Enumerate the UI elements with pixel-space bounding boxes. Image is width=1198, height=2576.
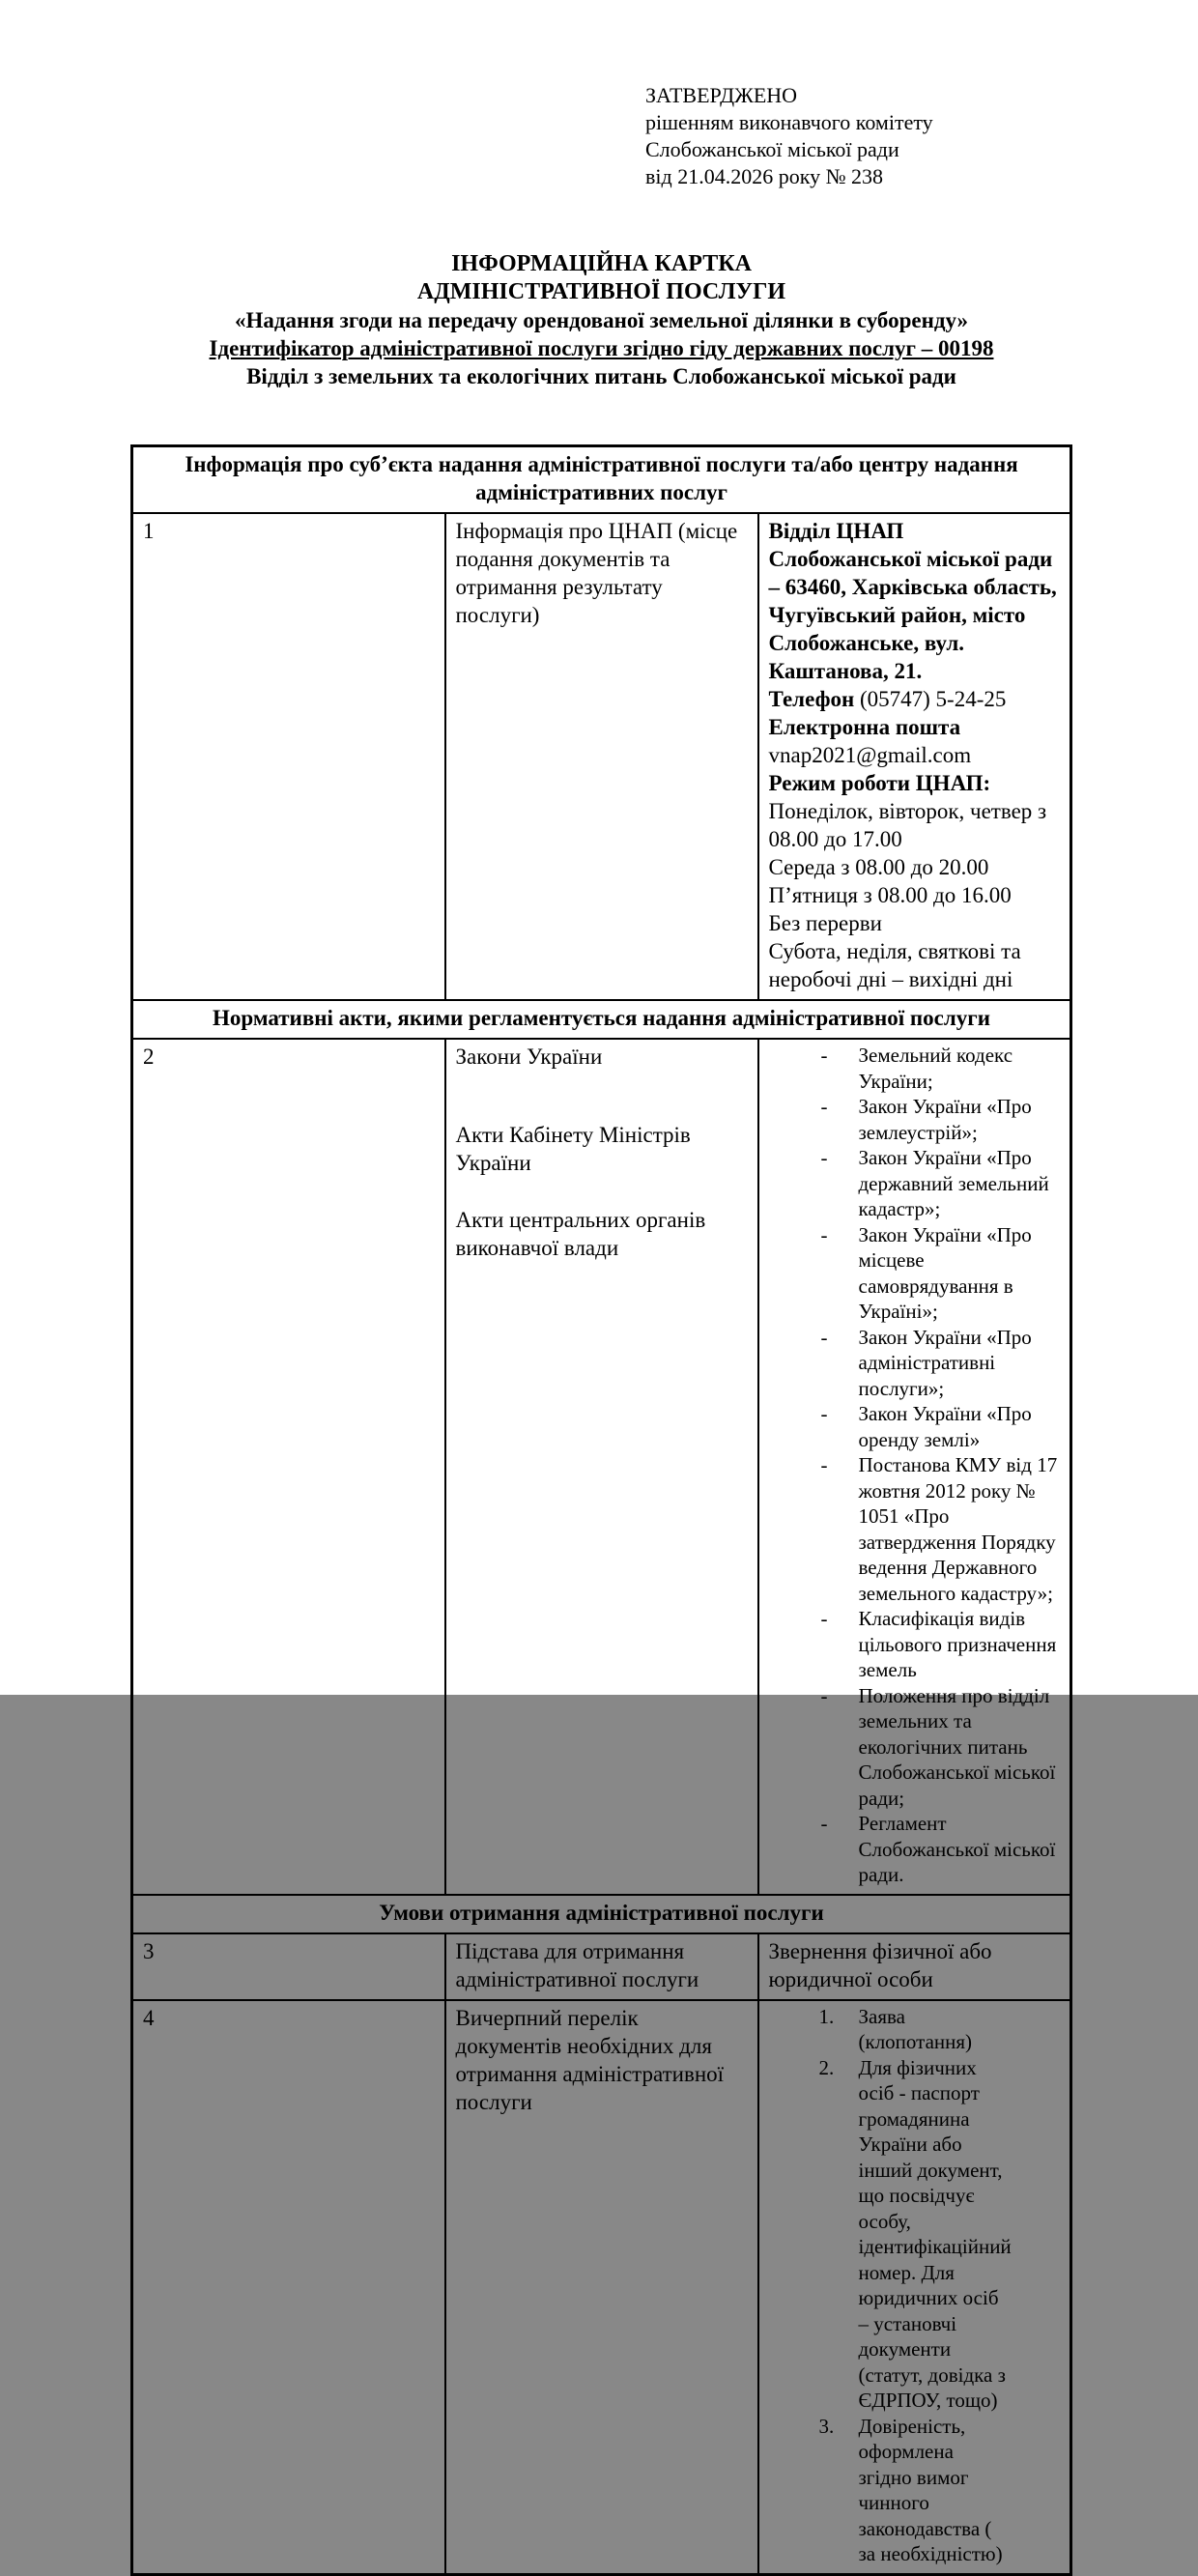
schedule-line: П’ятниця з 08.00 до 16.00 — [768, 883, 1012, 907]
row2-label-line: Акти центральних органів виконавчої влади — [455, 1208, 706, 1260]
document-title-line2: АДМІНІСТРАТИВНОЇ ПОСЛУГИ — [416, 279, 786, 304]
schedule-line: Середа з 08.00 до 20.00 — [768, 855, 989, 879]
approval-line: ЗАТВЕРДЖЕНО — [645, 83, 798, 107]
approval-line: Слобожанської міської ради — [645, 137, 899, 161]
document-title-line1: ІНФОРМАЦІЙНА КАРТКА — [451, 251, 752, 276]
required-document-item: Для фізичних осіб - паспорт громадянина України або інший документ, що посвідчує особу, ідентифікаційний номер. Для юридичних осіб – установчі документи (статут, довідка з ЄДРПОУ, тощо) — [858, 2055, 1012, 2412]
normative-acts-list — [769, 1043, 1061, 1888]
email-label: Електронна пошта — [768, 715, 961, 739]
section2-header: Нормативні акти, якими регламентується надання адміністративної послуги — [132, 1000, 1071, 1039]
normative-act-item: - Закон України «Про місцеве самоврядування в Україні»; — [769, 1222, 1061, 1325]
row3-number: 3 — [132, 1933, 445, 2000]
row3-content: Звернення фізичної або юридичної особи — [758, 1933, 1071, 2000]
row1-label: Інформація про ЦНАП (місце подання документів та отримання результату послуги) — [445, 513, 758, 1000]
required-document-item: Заява (клопотання) — [858, 2004, 973, 2053]
row2-labels — [445, 1039, 758, 1895]
required-document-item: Довіреність, оформлена згідно вимог чинного законодавства ( за необхідністю) — [858, 2414, 1003, 2565]
normative-act-item: - Закон України «Про державний земельний кадастр»; — [769, 1145, 1061, 1222]
normative-act-item: - Регламент Слобожанської міської ради. — [769, 1811, 1061, 1888]
row1-content — [758, 513, 1071, 1000]
approval-line: рішенням виконавчого комітету — [645, 110, 933, 134]
email-value: vnap2021@gmail.com — [768, 743, 972, 767]
normative-act-item: - Земельний кодекс України; — [769, 1043, 1061, 1094]
cnap-phone — [769, 685, 1061, 713]
document-content — [130, 0, 1072, 2576]
schedule-line: Без перерви — [768, 911, 882, 935]
schedule-line: Понеділок, вівторок, четвер з 08.00 до 17.00 — [768, 799, 1047, 851]
row1-number: 1 — [132, 513, 445, 1000]
cnap-address: Відділ ЦНАП Слобожанської міської ради – 63460, Харківська область, Чугуївський район, місто Слобожанське, вул. Каштанова, 21. — [768, 519, 1057, 683]
table-row — [132, 1933, 1071, 2000]
section3-header: Умови отримання адміністративної послуги — [132, 1895, 1071, 1933]
normative-act-item: - Закон України «Про землеустрій»; — [769, 1094, 1061, 1145]
row2-content — [758, 1039, 1071, 1895]
row4-label: Вичерпний перелік документів необхідних для отримання адміністративної послуги — [445, 2000, 758, 2575]
info-card-table — [130, 444, 1072, 2576]
table-row — [132, 2000, 1071, 2575]
service-identifier: Ідентифікатор адміністративної послуги згідно гіду державних послуг – 00198 — [209, 336, 994, 360]
title-block — [130, 250, 1072, 390]
cnap-email — [769, 713, 1061, 769]
approval-block — [645, 82, 1072, 190]
row4-content — [758, 2000, 1071, 2575]
phone-value: (05747) 5-24-25 — [854, 687, 1007, 711]
table-section-header-row — [132, 1895, 1071, 1933]
row3-label: Підстава для отримання адміністративної послуги — [445, 1933, 758, 2000]
section1-header: Інформація про суб’єкта надання адміністративної послуги та/або центру надання адміністративних послуг — [132, 446, 1071, 514]
normative-act-item: - Постанова КМУ від 17 жовтня 2012 року № 1051 «Про затвердження Порядку ведення Державного земельного кадастру»; — [769, 1452, 1061, 1606]
table-row — [132, 513, 1071, 1000]
department-name: Відділ з земельних та екологічних питань Слобожанської міської ради — [246, 364, 956, 388]
normative-act-item: - Закон України «Про оренду землі» — [769, 1401, 1061, 1452]
schedule-lines — [769, 797, 1061, 993]
table-row — [132, 1039, 1071, 1895]
row2-number: 2 — [132, 1039, 445, 1895]
table-section-header-row — [132, 1000, 1071, 1039]
service-name: «Надання згоди на передачу орендованої земельної ділянки в суборенду» — [234, 308, 969, 332]
table-section-header-row — [132, 446, 1071, 514]
row2-label-line: Закони України — [455, 1045, 603, 1069]
normative-act-item: - Положення про відділ земельних та екологічних питань Слобожанської міської ради; — [769, 1683, 1061, 1812]
row2-label-line: Акти Кабінету Міністрів України — [455, 1123, 691, 1175]
normative-act-item: - Класифікація видів цільового призначення земель — [769, 1606, 1061, 1683]
schedule-line: Субота, неділя, святкові та неробочі дні – вихідні дні — [768, 939, 1021, 991]
phone-label: Телефон — [768, 687, 855, 711]
required-documents-list — [769, 2004, 1061, 2567]
normative-act-item: - Закон України «Про адміністративні послуги»; — [769, 1325, 1061, 1402]
approval-line: від 21.04.2026 року № 238 — [645, 164, 884, 188]
schedule-label: Режим роботи ЦНАП: — [768, 771, 991, 795]
row4-number: 4 — [132, 2000, 445, 2575]
